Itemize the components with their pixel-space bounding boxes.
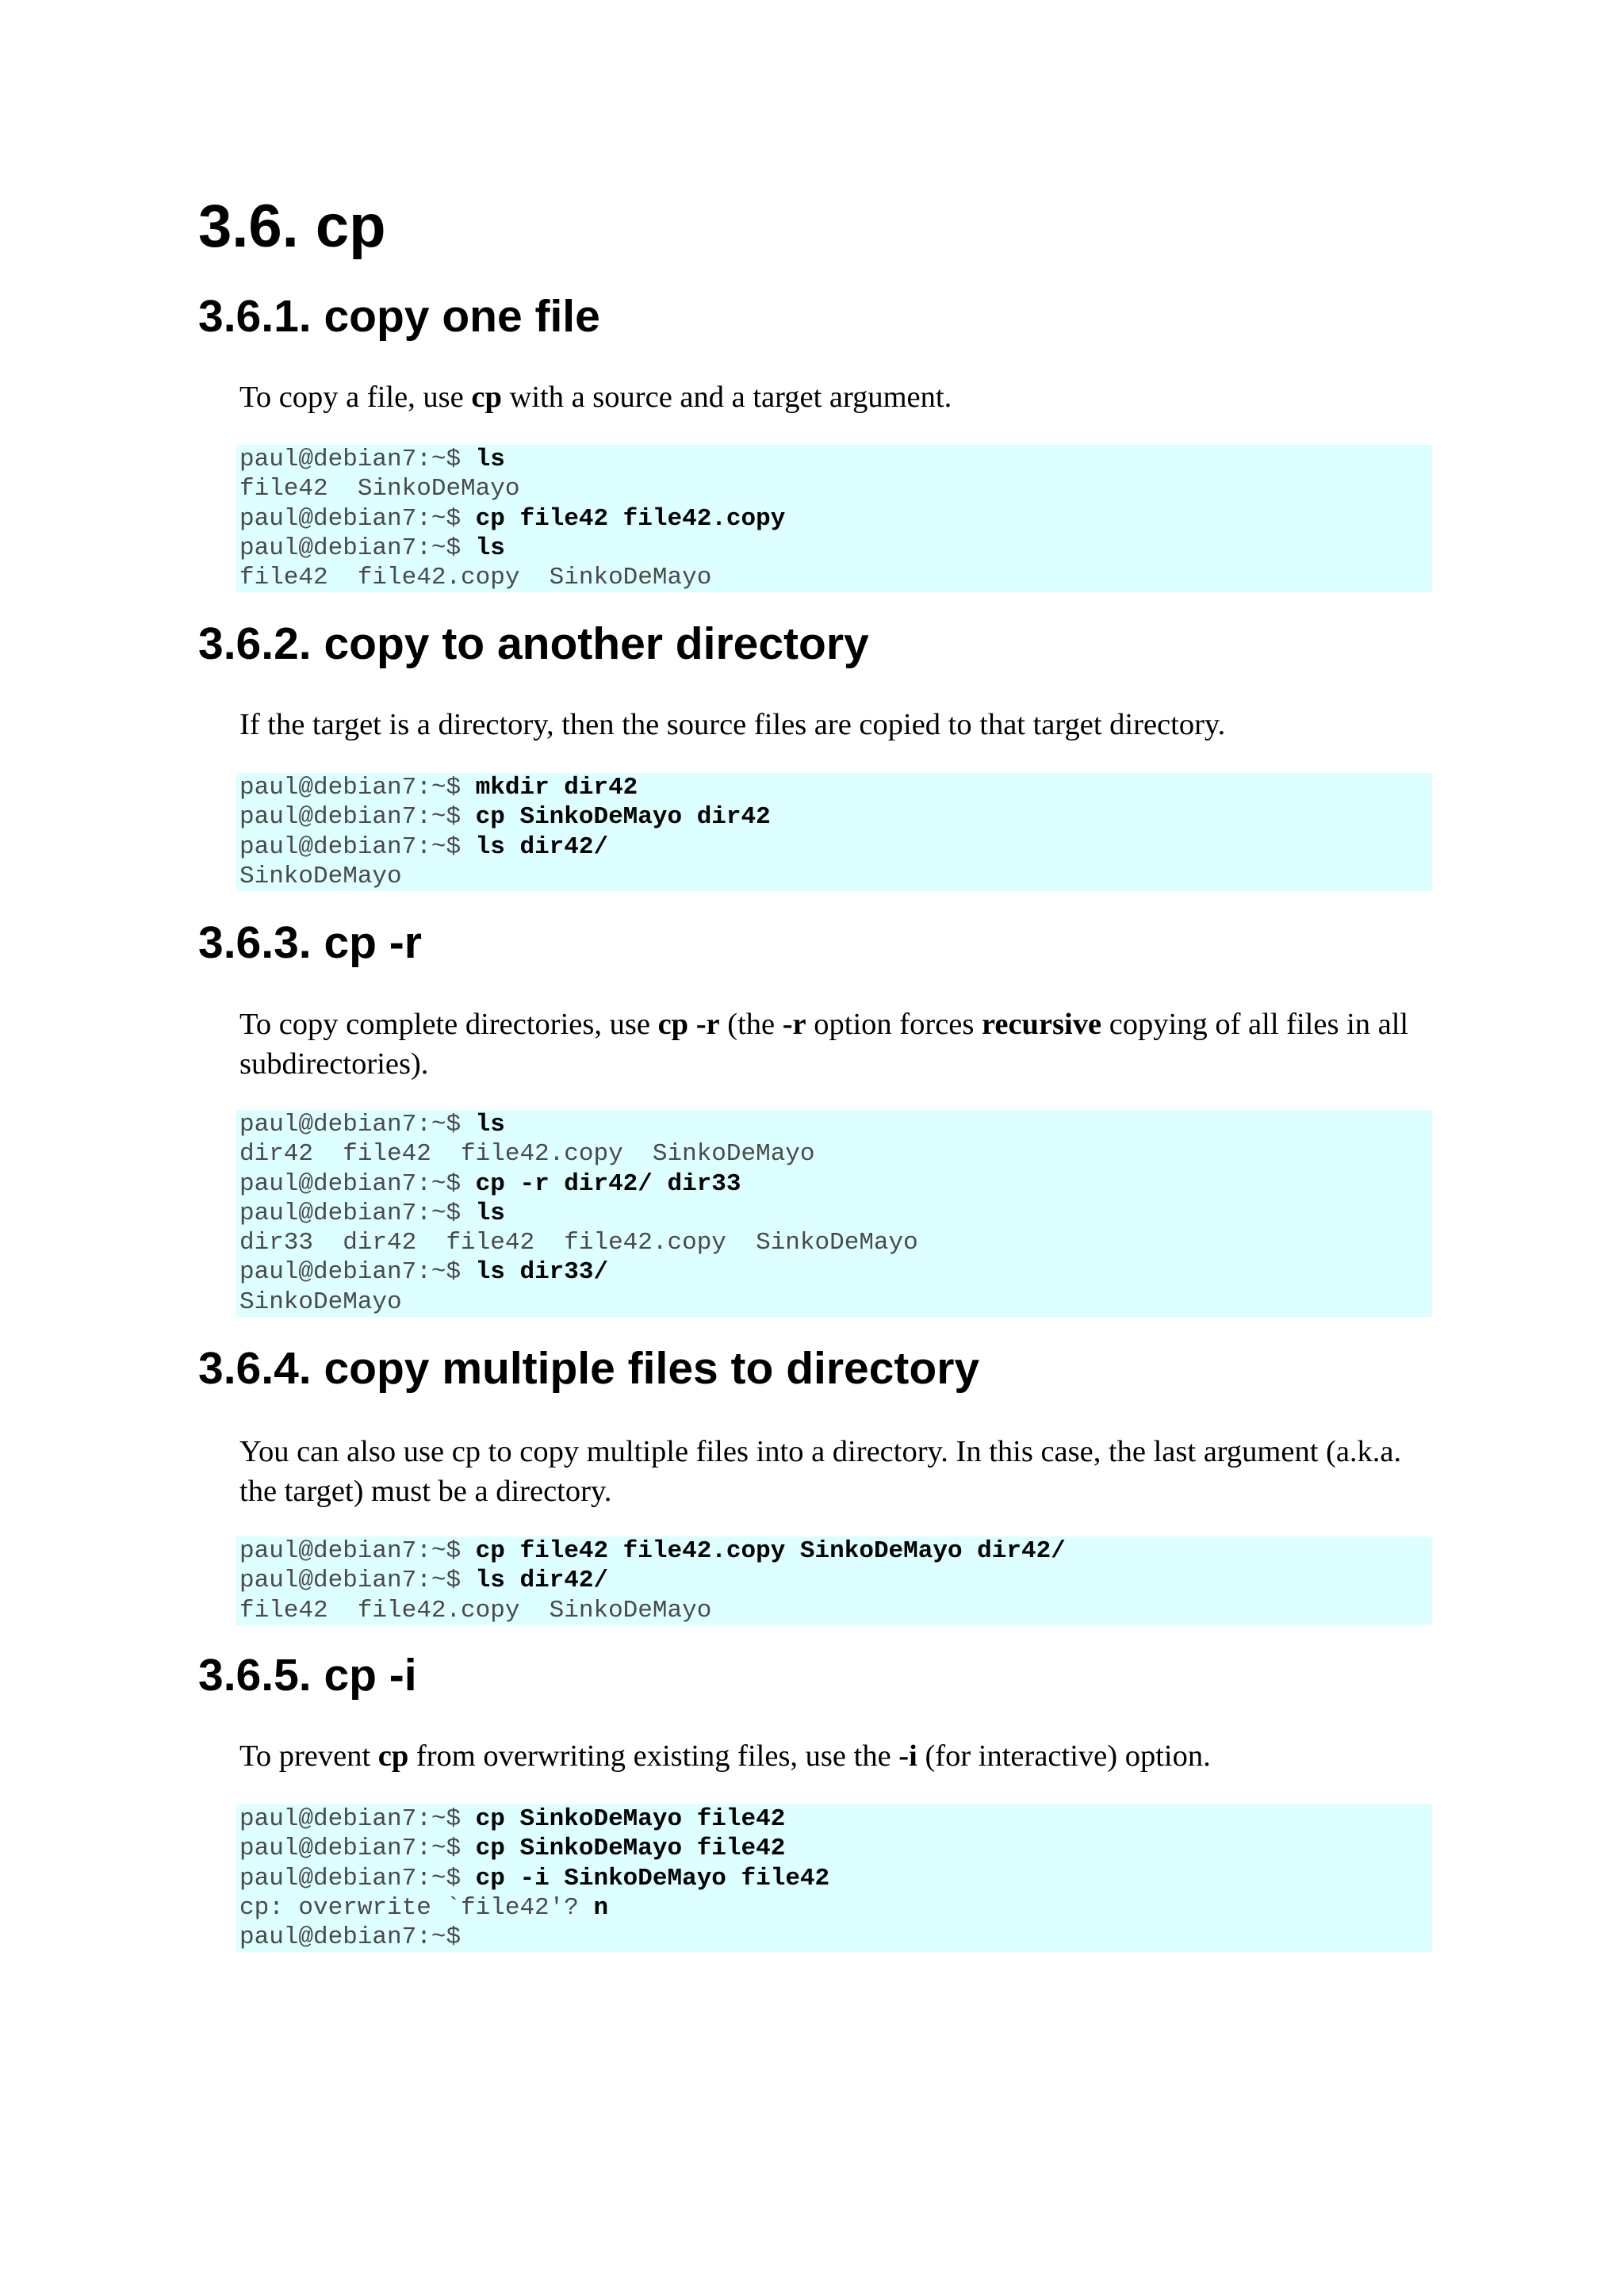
page-title: 3.6. cp [198, 193, 386, 260]
code-line [239, 832, 1432, 862]
shell-command: mkdir dir42 [475, 774, 638, 802]
code-line [239, 1804, 1432, 1834]
code-line [239, 474, 1432, 503]
paragraph-copy-multiple-files: You can also use cp to copy multiple files into a directory. In this case, the last argument (a.k.a. the target) must be a directory. [239, 1435, 1402, 1508]
shell-prompt: paul@debian7:~$ [239, 1864, 476, 1892]
shell-output: file42 file42.copy SinkoDeMayo [239, 1596, 712, 1624]
code-line [239, 1864, 1432, 1893]
code-line [239, 862, 1432, 891]
shell-prompt: paul@debian7:~$ [239, 1111, 476, 1138]
shell-command: ls [475, 1111, 505, 1138]
paragraph-cp-i [239, 1736, 1445, 1776]
shell-prompt: paul@debian7:~$ [239, 803, 476, 832]
code-block-cp-i [236, 1804, 1432, 1952]
shell-command: cp SinkoDeMayo file42 [475, 1805, 786, 1833]
para-text: To prevent [239, 1739, 378, 1773]
shell-command: cp file42 file42.copy [475, 504, 786, 533]
code-line [239, 504, 1432, 534]
code-line [239, 1566, 1432, 1595]
shell-command: cp SinkoDeMayo file42 [475, 1835, 786, 1863]
shell-command: cp SinkoDeMayo dir42 [475, 803, 771, 832]
code-block-copy-multiple-files [236, 1536, 1432, 1625]
paragraph-copy-to-another-directory: If the target is a directory, then the source files are copied to that target directory. [239, 708, 1226, 741]
shell-prompt: paul@debian7:~$ [239, 504, 476, 533]
para-bold: cp -r [657, 1008, 720, 1041]
shell-prompt: cp: overwrite `file42'? [239, 1893, 594, 1922]
heading-cp-i: 3.6.5. cp -i [198, 1650, 417, 1701]
heading-cp-r: 3.6.3. cp -r [198, 917, 422, 968]
shell-prompt: paul@debian7:~$ [239, 1923, 476, 1952]
shell-command: ls dir33/ [475, 1258, 609, 1287]
shell-prompt: paul@debian7:~$ [239, 774, 476, 802]
shell-command: n [593, 1893, 609, 1922]
paragraph-cp-r [239, 1004, 1445, 1084]
shell-command: ls dir42/ [475, 1567, 609, 1595]
code-line [239, 1228, 1432, 1257]
shell-output: file42 SinkoDeMayo [239, 475, 520, 503]
shell-prompt: paul@debian7:~$ [239, 1169, 476, 1198]
code-block-copy-to-another-directory [236, 773, 1432, 891]
para-text: with a source and a target argument. [501, 381, 952, 414]
code-line [239, 563, 1432, 592]
code-line [239, 534, 1432, 563]
code-line [239, 1199, 1432, 1228]
para-bold: recursive [981, 1008, 1102, 1041]
code-block-cp-r [236, 1110, 1432, 1317]
para-text: option forces [806, 1008, 982, 1041]
shell-command: ls [475, 1199, 505, 1227]
heading-copy-one-file: 3.6.1. copy one file [198, 291, 600, 342]
shell-prompt: paul@debian7:~$ [239, 1835, 476, 1863]
shell-prompt: paul@debian7:~$ [239, 446, 476, 473]
shell-output: dir42 file42 file42.copy SinkoDeMayo [239, 1140, 815, 1169]
code-line [239, 1257, 1432, 1287]
shell-output: file42 file42.copy SinkoDeMayo [239, 564, 712, 592]
para-bold: cp [377, 1739, 409, 1773]
shell-prompt: paul@debian7:~$ [239, 832, 476, 861]
para-text: To copy complete directories, use [239, 1008, 658, 1041]
shell-prompt: paul@debian7:~$ [239, 1258, 476, 1287]
para-bold: cp [471, 381, 502, 414]
para-text: (the [719, 1008, 783, 1041]
shell-prompt: paul@debian7:~$ [239, 534, 476, 562]
shell-command: cp -i SinkoDeMayo file42 [475, 1864, 830, 1892]
para-text: (for interactive) option. [917, 1739, 1211, 1773]
code-line [239, 1596, 1432, 1625]
shell-command: ls [475, 534, 505, 562]
heading-copy-to-another-directory: 3.6.2. copy to another directory [198, 618, 869, 669]
shell-command: cp file42 file42.copy SinkoDeMayo dir42/ [475, 1537, 1066, 1565]
shell-prompt: paul@debian7:~$ [239, 1199, 476, 1227]
para-text: To copy a file, use [239, 381, 472, 414]
code-line [239, 445, 1432, 474]
shell-command: ls [475, 446, 505, 473]
shell-output: SinkoDeMayo [239, 862, 402, 890]
heading-copy-multiple-files: 3.6.4. copy multiple files to directory [198, 1343, 980, 1394]
code-block-copy-one-file [236, 445, 1432, 592]
code-line [239, 1923, 1432, 1952]
code-line [239, 1893, 1432, 1923]
shell-command: cp -r dir42/ dir33 [475, 1169, 741, 1198]
code-line [239, 802, 1432, 832]
code-line [239, 1834, 1432, 1863]
para-text: copying of all files in all subdirectories). [239, 1008, 1409, 1081]
shell-prompt: paul@debian7:~$ [239, 1537, 476, 1565]
code-line [239, 1139, 1432, 1169]
para-bold: -i [898, 1739, 917, 1773]
para-text: from overwriting existing files, use the [408, 1739, 899, 1773]
shell-output: dir33 dir42 file42 file42.copy SinkoDeMayo [239, 1229, 918, 1257]
shell-command: ls dir42/ [475, 832, 609, 861]
code-line [239, 773, 1432, 802]
code-line [239, 1110, 1432, 1139]
shell-prompt: paul@debian7:~$ [239, 1805, 476, 1833]
code-line [239, 1536, 1432, 1566]
para-bold: -r [782, 1008, 806, 1041]
shell-prompt: paul@debian7:~$ [239, 1567, 476, 1595]
code-line [239, 1288, 1432, 1317]
paragraph-copy-one-file [239, 377, 1445, 417]
shell-output: SinkoDeMayo [239, 1288, 402, 1316]
code-line [239, 1169, 1432, 1199]
